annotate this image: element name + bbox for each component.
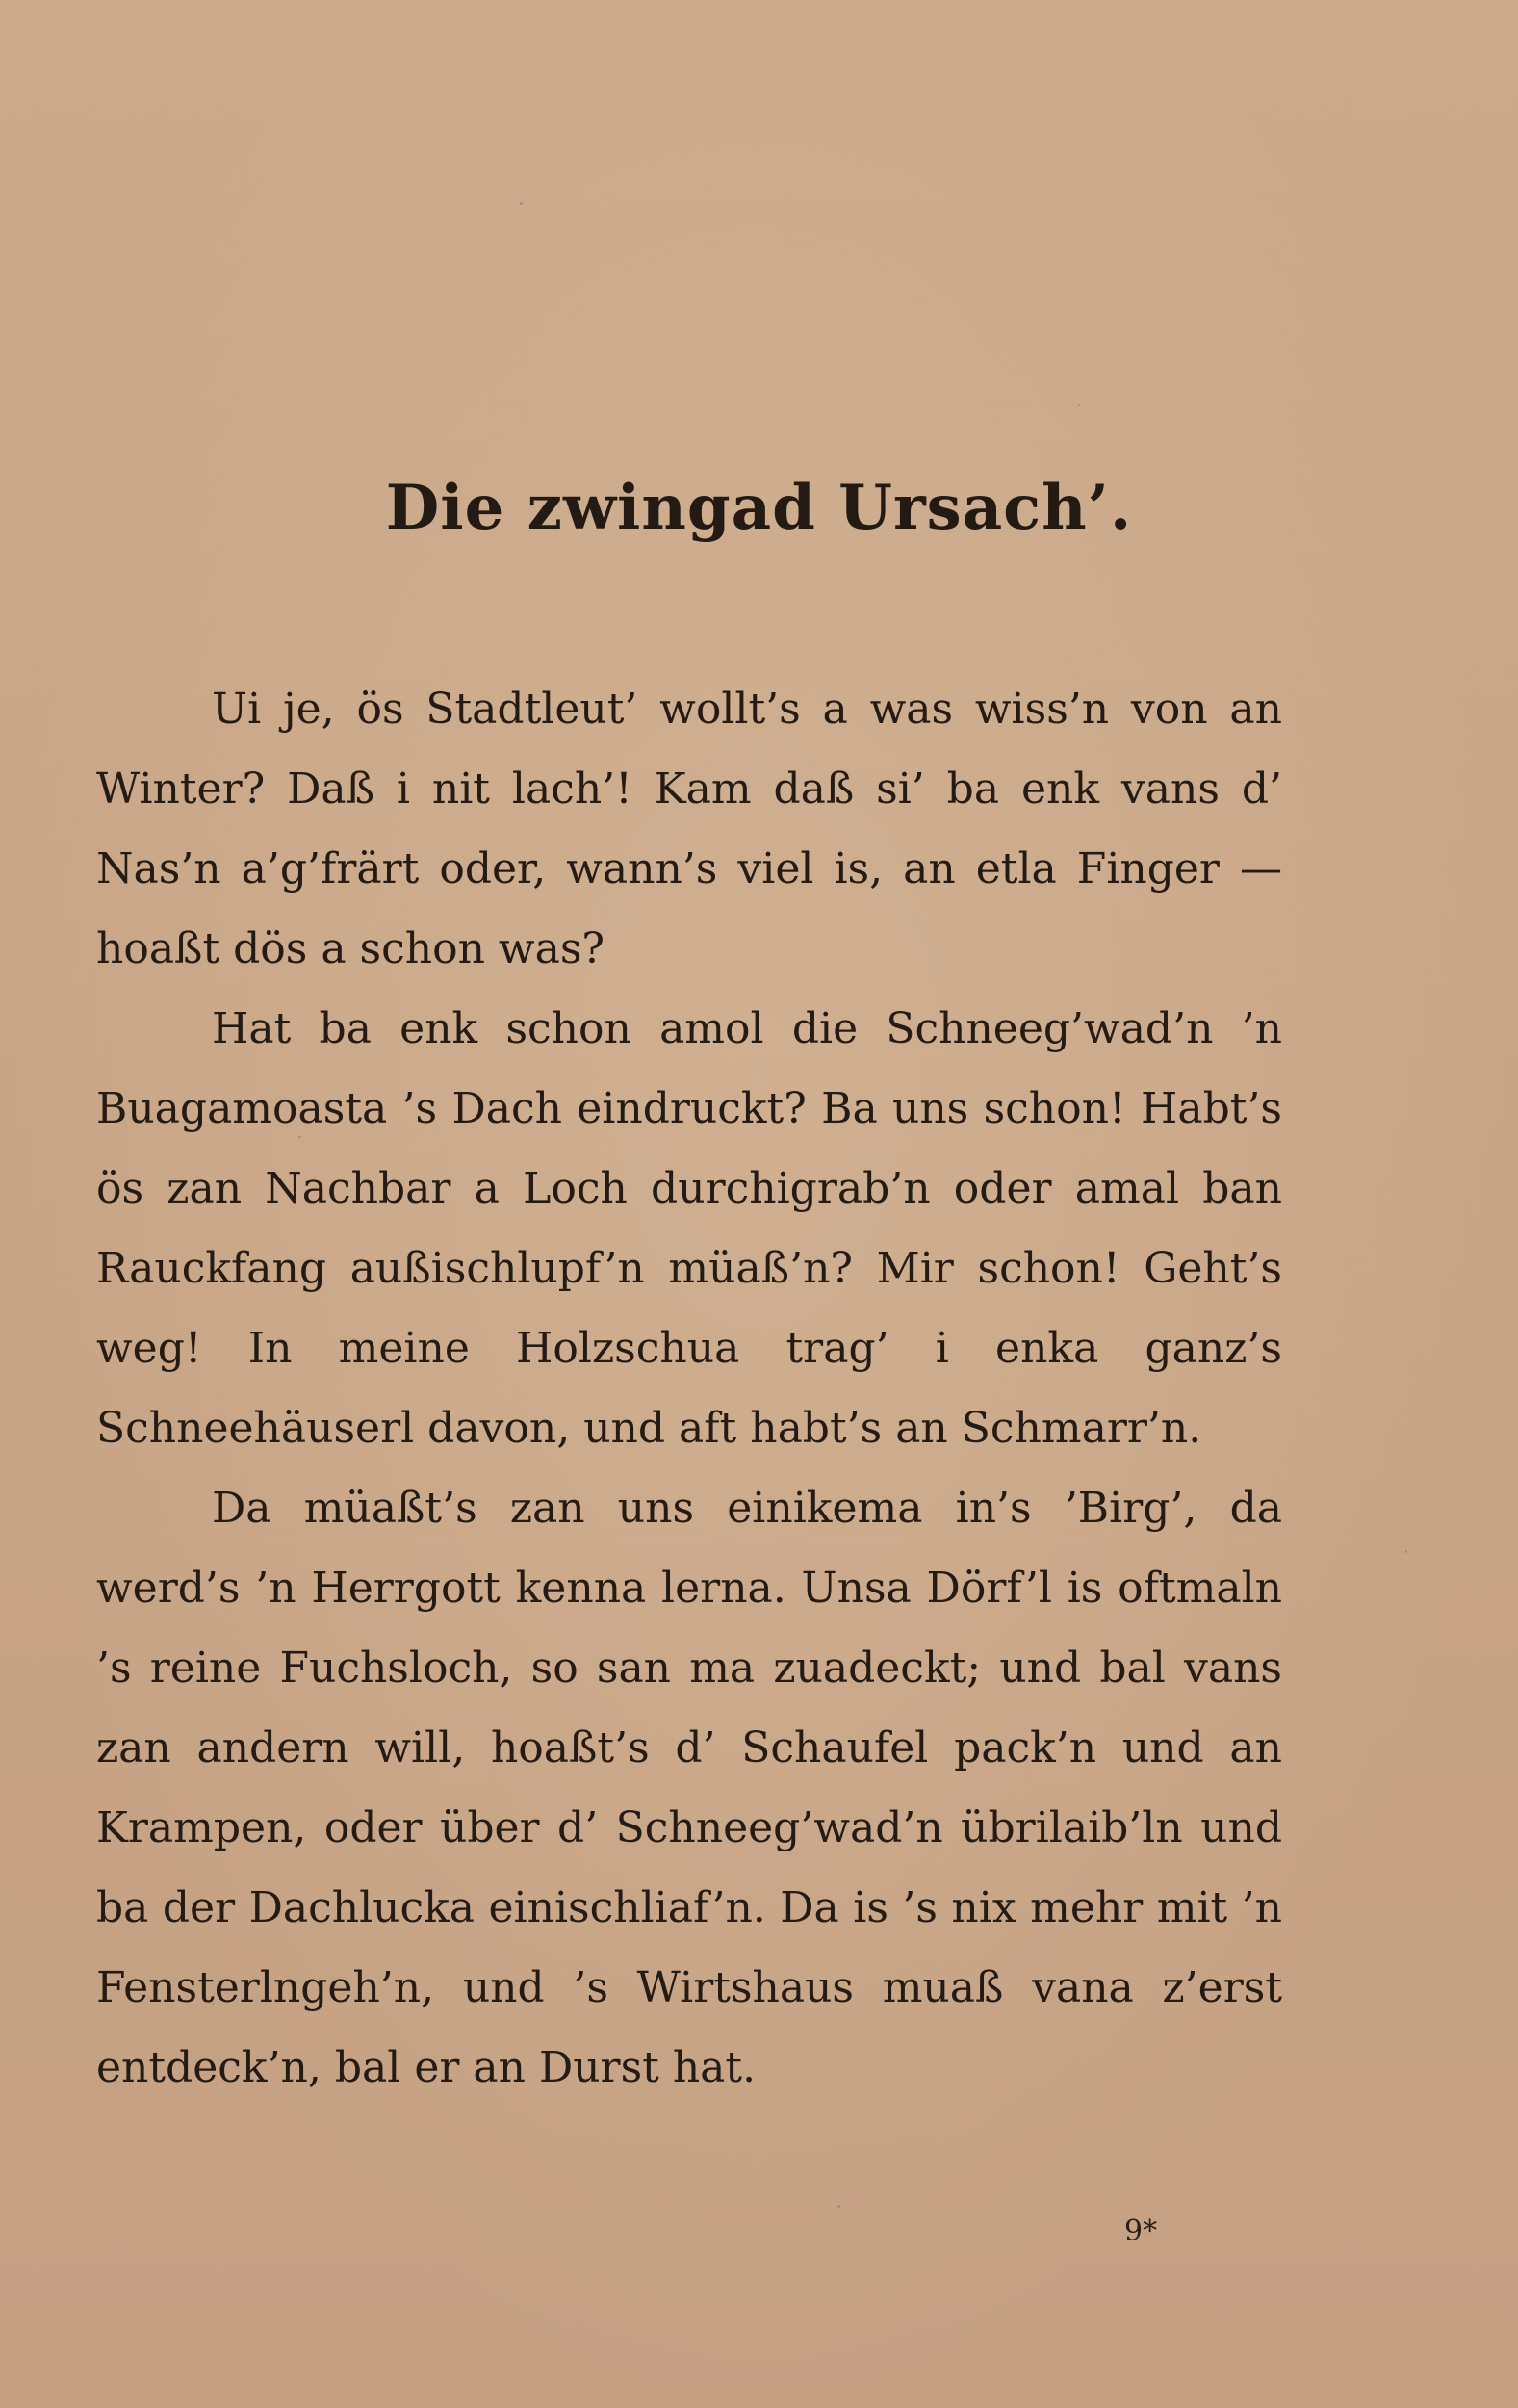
page-title: Die zwingad Ursach’. [385, 472, 1133, 544]
paragraph-2: Hat ba enk schon amol die Schneeg’wad’n ’n Buagamoasta ’s Dach eindruckt? Ba uns schon! Habt’s ös zan Nachbar a Loch durchigrab’n oder amal ban Rauckfang außischlupf’n müaß’n? Mir schon! Geht’s weg! In meine Holzschua trag’ i enka ganz’s Schneehäuserl davon, und aft habt’s an Schmarr’n. [96, 1004, 1282, 1453]
paper-speck [1405, 1550, 1407, 1553]
page-number: 9* [1124, 2214, 1158, 2248]
paper-speck [1078, 404, 1080, 406]
paper-speck [520, 202, 523, 205]
story-text [96, 669, 1282, 2108]
paper-speck [837, 2205, 840, 2208]
paragraph-3: Da müaßt’s zan uns einikema in’s ’Birg’, da werd’s ’n Herrgott kenna lerna. Unsa Dörf’l is oftmaln ’s reine Fuchsloch, so san ma zuadeckt; und bal vans zan andern will, hoaßt’s d’ Schaufel pack’n und an Krampen, oder über d’ Schneeg’wad’n übrilaib’ln und ba der Dachlucka einischliaf’n. Da is ’s nix mehr mit ’n Fensterlngeh’n, und ’s Wirtshaus muaß vana z’erst entdeck’n, bal er an Durst hat. [96, 1484, 1282, 2092]
paragraph-1: Ui je, ös Stadtleut’ wollt’s a was wiss’n von an Winter? Daß i nit lach’! Kam daß si’ ba enk vans d’ Nas’n a’g’frärt oder, wann’s viel is, an etla Finger — hoaßt dös a schon was? [96, 685, 1282, 973]
